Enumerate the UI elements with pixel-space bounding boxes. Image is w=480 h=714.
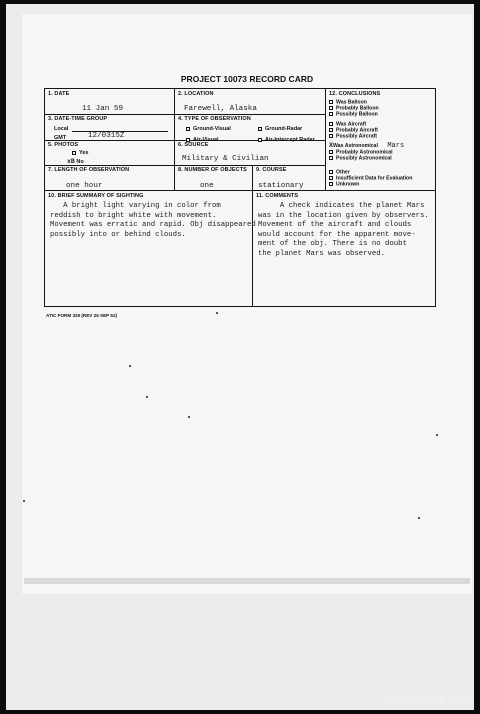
obs-air-visual: Air-Visual	[186, 137, 219, 143]
location-label: 2. LOCATION	[178, 91, 214, 97]
obs-ground-visual: Ground-Visual	[186, 126, 231, 132]
speck	[188, 416, 190, 418]
concl-was-balloon: Was Balloon	[329, 100, 379, 106]
photos-label: 5. PHOTOS	[48, 142, 79, 148]
obs-ground-radar: Ground-Radar	[258, 126, 302, 132]
divider-row7	[252, 165, 253, 190]
dtg-label: 3. DATE-TIME GROUP	[48, 116, 108, 122]
form-number: ATIC FORM 329 (REV 26 SEP 52)	[46, 313, 118, 318]
concl-other: Other	[329, 170, 412, 176]
speck	[23, 500, 25, 502]
num-objects-value: one	[200, 182, 214, 190]
length-value: one hour	[66, 182, 103, 190]
comments-label: 11. COMMENTS	[256, 193, 299, 199]
course-label: 9. COURSE	[256, 167, 287, 173]
frame-top	[44, 88, 436, 89]
card-bottom-edge	[24, 578, 470, 584]
astro-check-mark: X	[329, 143, 334, 149]
concl-insufficient-data: Insufficient Data for Evaluation	[329, 176, 412, 182]
card-title: PROJECT 10073 RECORD CARD	[180, 74, 314, 84]
summary-text: A bright light varying in color from reddish to bright white with movement. Movement was erratic and rapid. Obj disappeared possibly into or behind clouds.	[50, 202, 256, 239]
dtg-gmt-underline	[70, 140, 168, 141]
summary-label: 10. BRIEF SUMMARY OF SIGHTING	[48, 193, 144, 199]
course-value: stationary	[258, 182, 304, 190]
length-label: 7. LENGTH OF OBSERVATION	[48, 167, 130, 173]
site-watermark: comicbooks.com	[383, 694, 470, 706]
source-label: 6. SOURCE	[178, 142, 209, 148]
date-value: 11 Jan 59	[82, 105, 124, 113]
conclusions-group-aircraft	[329, 122, 378, 141]
photos-no: xB No	[67, 158, 84, 165]
speck	[146, 396, 148, 398]
dtg-gmt-value: 12/0315Z	[88, 132, 125, 140]
divider-col3	[325, 88, 326, 190]
concl-was-astronomical: XWas Astronomical Mars	[329, 142, 405, 150]
dtg-gmt-label: GMT	[54, 135, 67, 141]
comments-text: A check indicates the planet Mars was in the location given by observers. Movement of the aircraft and clouds would account for the apparent move- ment of the obj. There is no doubt the planet Mars was observed.	[258, 202, 429, 258]
row-line-4	[44, 190, 436, 191]
frame-right	[435, 88, 436, 307]
checkbox-air-visual	[186, 138, 190, 142]
concl-possibly-aircraft: Possibly Aircraft	[329, 134, 378, 140]
row-line-3	[44, 165, 326, 166]
concl-probably-astronomical: Probably Astronomical	[329, 150, 404, 156]
dtg-local-label: Local	[54, 126, 69, 132]
location-value: Farewell, Alaska	[184, 105, 257, 113]
concl-possibly-astronomical: Possibly Astronomical	[329, 156, 404, 162]
speck	[436, 434, 438, 436]
astro-handwritten: Mars	[387, 142, 405, 150]
conclusions-group-astro	[329, 144, 404, 162]
conclusions-group-other	[329, 170, 412, 189]
obs-type-label: 4. TYPE OF OBSERVATION	[178, 116, 251, 122]
frame-bottom	[44, 306, 436, 307]
date-label: 1. DATE	[48, 91, 70, 97]
concl-probably-balloon: Probably Balloon	[329, 106, 379, 112]
checkbox-air-intercept	[258, 138, 262, 142]
speck	[418, 517, 420, 519]
speck	[129, 365, 131, 367]
concl-unknown: Unknown	[329, 182, 412, 188]
speck	[216, 312, 218, 314]
concl-was-aircraft: Was Aircraft	[329, 122, 378, 128]
concl-possibly-balloon: Possibly Balloon	[329, 112, 379, 118]
record-card	[22, 14, 472, 594]
checkbox-ground-radar	[258, 127, 262, 131]
frame-left	[44, 88, 45, 307]
concl-probably-aircraft: Probably Aircraft	[329, 128, 378, 134]
source-value: Military & Civilian	[182, 155, 269, 163]
conclusions-label: 12. CONCLUSIONS	[329, 91, 381, 97]
photos-no-mark: xB	[67, 158, 75, 165]
row-line-1	[44, 114, 326, 115]
photos-yes: Yes	[72, 150, 88, 156]
conclusions-group-balloon	[329, 100, 379, 119]
divider-col1	[174, 88, 175, 190]
num-objects-label: 8. NUMBER OF OBJECTS	[178, 167, 247, 173]
document-page	[6, 4, 474, 710]
checkbox-ground-visual	[186, 127, 190, 131]
obs-air-intercept: Air-Intercept Radar	[258, 137, 315, 143]
checkbox-photos-yes	[72, 151, 76, 155]
